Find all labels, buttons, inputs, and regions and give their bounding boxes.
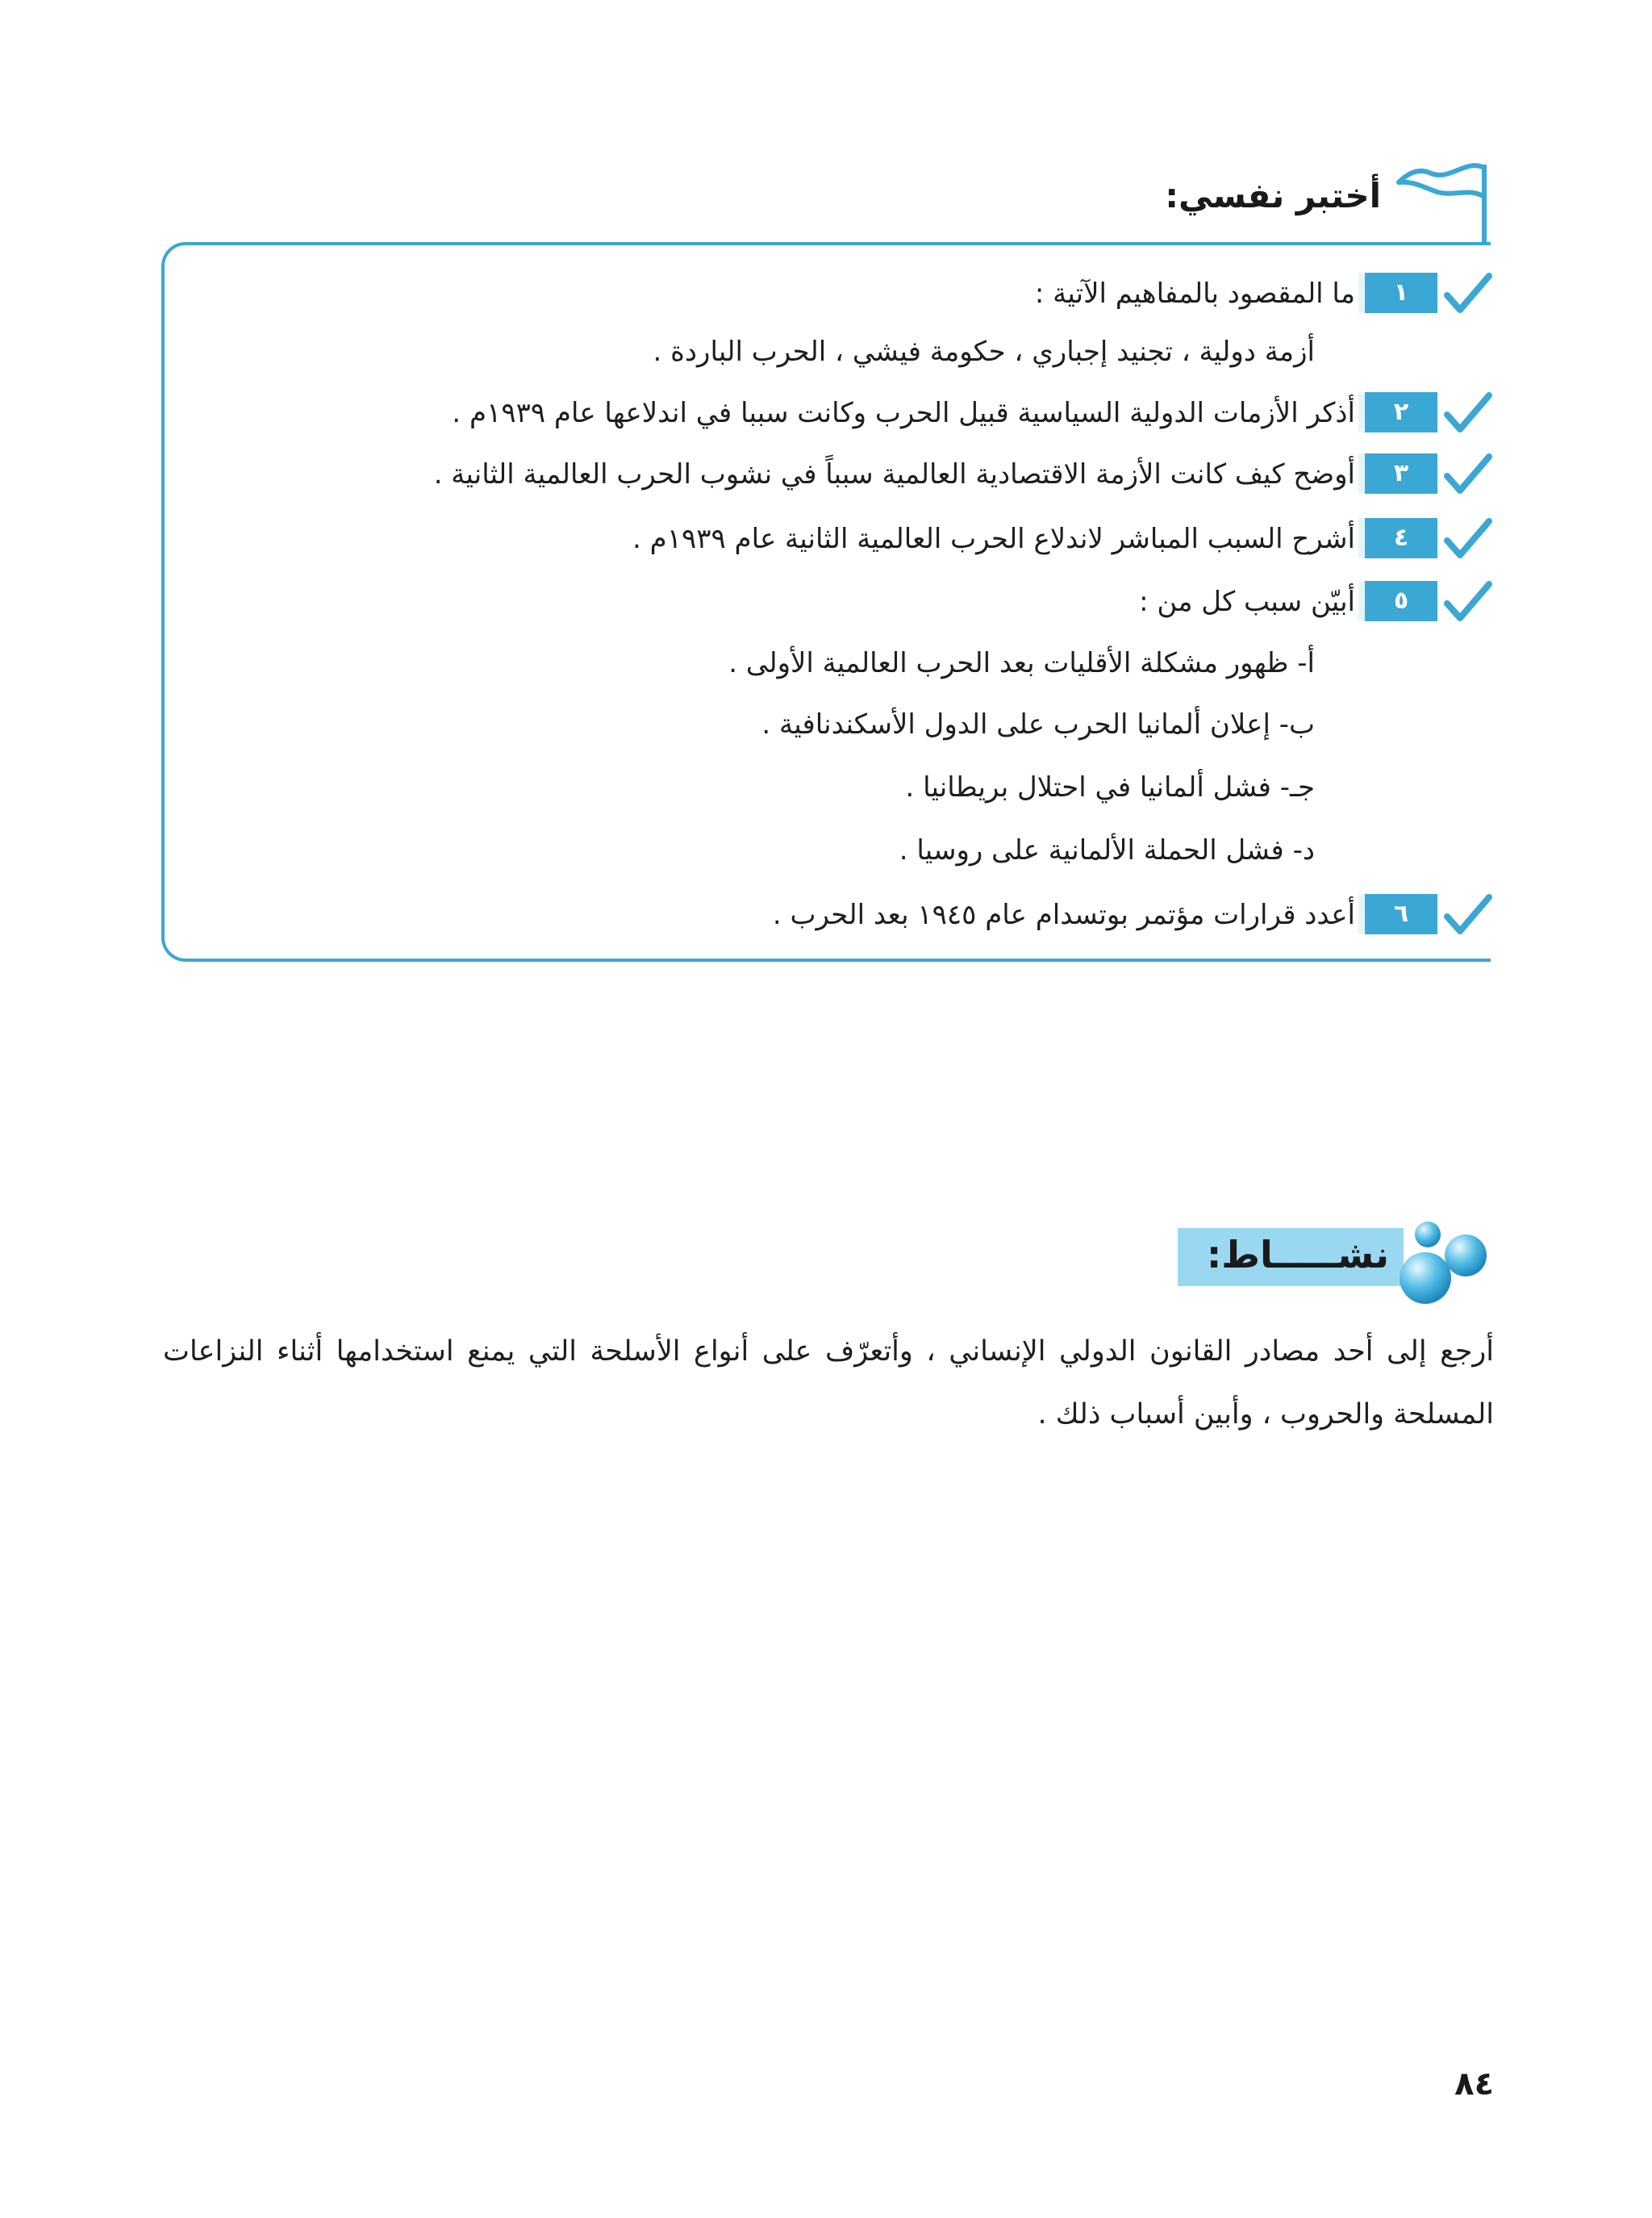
question-number: ٤ bbox=[1358, 518, 1437, 558]
question-4 bbox=[171, 516, 1494, 562]
page-number: ٨٤ bbox=[1454, 2066, 1494, 2103]
check-icon bbox=[1441, 391, 1494, 436]
question-5 bbox=[171, 579, 1494, 624]
activity-body: أرجع إلى أحد مصادر القانون الدولي الإنساني ، وأتعرّف على أنواع الأسلحة التي يمنع استخدامها أثناء النزاعات المسلحة والحروب ، وأبين أسباب ذلك . bbox=[163, 1335, 1494, 1431]
check-icon bbox=[1441, 579, 1494, 624]
flag-icon bbox=[1389, 158, 1494, 247]
check-icon bbox=[1441, 516, 1494, 562]
q1-concepts: أزمة دولية ، تجنيد إجباري ، حكومة فيشي ، الحرب الباردة . bbox=[653, 336, 1315, 368]
bubbles-icon bbox=[1389, 1210, 1494, 1307]
q5-item-b: ب- إعلان ألمانيا الحرب على الدول الأسكندنافية . bbox=[761, 708, 1315, 741]
activity-title-bar bbox=[1178, 1228, 1404, 1286]
check-icon bbox=[1441, 271, 1494, 316]
question-text: ما المقصود بالمفاهيم الآتية : bbox=[1034, 278, 1355, 310]
q5-item-a: أ- ظهور مشكلة الأقليات بعد الحرب العالمية الأولى . bbox=[728, 647, 1315, 679]
question-2 bbox=[171, 391, 1494, 436]
question-1 bbox=[171, 271, 1494, 316]
question-3 bbox=[171, 452, 1494, 497]
question-text: أذكر الأزمات الدولية السياسية قبيل الحرب وكانت سببا في اندلاعها عام ١٩٣٩م . bbox=[452, 397, 1355, 429]
q5-item-d: د- فشل الحملة الألمانية على روسيا . bbox=[899, 834, 1315, 867]
question-text: أعدد قرارات مؤتمر بوتسدام عام ١٩٤٥ بعد الحرب . bbox=[772, 899, 1355, 931]
question-text: أوضح كيف كانت الأزمة الاقتصادية العالمية سبباً في نشوب الحرب العالمية الثانية . bbox=[433, 458, 1355, 491]
question-text: أبيّن سبب كل من : bbox=[1139, 586, 1355, 618]
activity-title: نشـــــاط: bbox=[1206, 1233, 1389, 1276]
check-icon bbox=[1441, 892, 1494, 938]
question-number: ٣ bbox=[1358, 453, 1437, 494]
check-icon bbox=[1441, 452, 1494, 497]
q5-item-c: جـ- فشل ألمانيا في احتلال بريطانيا . bbox=[905, 771, 1315, 804]
question-text: أشرح السبب المباشر لاندلاع الحرب العالمية الثانية عام ١٩٣٩م . bbox=[632, 523, 1355, 555]
question-number: ٥ bbox=[1358, 581, 1437, 621]
self-test-title: أختبر نفسي: bbox=[1165, 176, 1381, 215]
question-6 bbox=[171, 892, 1494, 938]
self-test-header bbox=[1042, 158, 1494, 239]
question-number: ٢ bbox=[1358, 392, 1437, 432]
question-number: ٦ bbox=[1358, 894, 1437, 934]
question-number: ١ bbox=[1358, 273, 1437, 313]
activity-header bbox=[1155, 1210, 1494, 1307]
